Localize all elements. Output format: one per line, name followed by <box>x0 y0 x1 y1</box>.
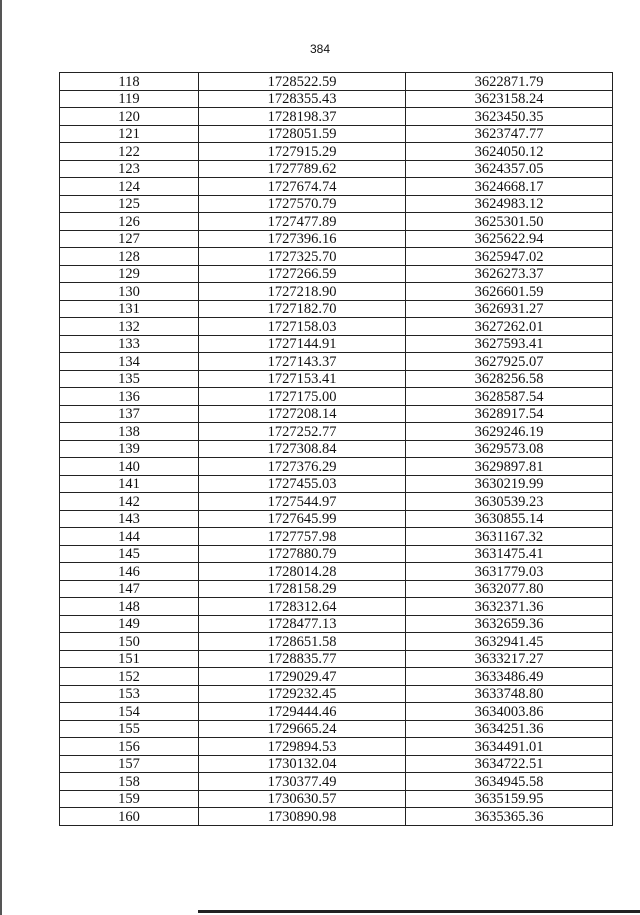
point-number-cell: 128 <box>60 248 199 266</box>
y-coordinate-cell: 3634491.01 <box>406 738 613 756</box>
point-number-cell: 120 <box>60 108 199 126</box>
table-row <box>60 790 613 808</box>
y-coordinate-cell: 3628256.58 <box>406 370 613 388</box>
table-row <box>60 283 613 301</box>
x-coordinate-cell: 1727143.37 <box>199 353 406 371</box>
y-coordinate-cell: 3629246.19 <box>406 423 613 441</box>
table-row <box>60 213 613 231</box>
y-coordinate-cell: 3635365.36 <box>406 808 613 826</box>
point-number-cell: 149 <box>60 615 199 633</box>
x-coordinate-cell: 1727376.29 <box>199 458 406 476</box>
point-number-cell: 121 <box>60 125 199 143</box>
point-number-cell: 134 <box>60 353 199 371</box>
y-coordinate-cell: 3625947.02 <box>406 248 613 266</box>
x-coordinate-cell: 1727252.77 <box>199 423 406 441</box>
table-row <box>60 458 613 476</box>
x-coordinate-cell: 1728312.64 <box>199 598 406 616</box>
x-coordinate-cell: 1727175.00 <box>199 388 406 406</box>
y-coordinate-cell: 3634251.36 <box>406 720 613 738</box>
point-number-cell: 159 <box>60 790 199 808</box>
table-row <box>60 73 613 91</box>
point-number-cell: 143 <box>60 510 199 528</box>
table-row <box>60 300 613 318</box>
x-coordinate-cell: 1727182.70 <box>199 300 406 318</box>
y-coordinate-cell: 3626601.59 <box>406 283 613 301</box>
point-number-cell: 137 <box>60 405 199 423</box>
y-coordinate-cell: 3632941.45 <box>406 633 613 651</box>
y-coordinate-cell: 3631779.03 <box>406 563 613 581</box>
table-row <box>60 598 613 616</box>
x-coordinate-cell: 1727544.97 <box>199 493 406 511</box>
x-coordinate-cell: 1728477.13 <box>199 615 406 633</box>
y-coordinate-cell: 3624357.05 <box>406 160 613 178</box>
table-row <box>60 545 613 563</box>
point-number-cell: 154 <box>60 703 199 721</box>
y-coordinate-cell: 3632077.80 <box>406 580 613 598</box>
table-row <box>60 265 613 283</box>
x-coordinate-cell: 1727455.03 <box>199 475 406 493</box>
y-coordinate-cell: 3633486.49 <box>406 668 613 686</box>
y-coordinate-cell: 3633217.27 <box>406 650 613 668</box>
point-number-cell: 157 <box>60 755 199 773</box>
x-coordinate-cell: 1730890.98 <box>199 808 406 826</box>
point-number-cell: 125 <box>60 195 199 213</box>
x-coordinate-cell: 1728051.59 <box>199 125 406 143</box>
point-number-cell: 139 <box>60 440 199 458</box>
table-row <box>60 703 613 721</box>
y-coordinate-cell: 3630855.14 <box>406 510 613 528</box>
table-row <box>60 405 613 423</box>
y-coordinate-cell: 3624050.12 <box>406 143 613 161</box>
x-coordinate-cell: 1727325.70 <box>199 248 406 266</box>
x-coordinate-cell: 1727266.59 <box>199 265 406 283</box>
table-row <box>60 528 613 546</box>
page-number: 384 <box>309 42 331 56</box>
table-row <box>60 615 613 633</box>
coordinates-table <box>59 72 613 826</box>
point-number-cell: 145 <box>60 545 199 563</box>
table-row <box>60 650 613 668</box>
y-coordinate-cell: 3634945.58 <box>406 773 613 791</box>
y-coordinate-cell: 3629897.81 <box>406 458 613 476</box>
table-row <box>60 125 613 143</box>
point-number-cell: 131 <box>60 300 199 318</box>
point-number-cell: 124 <box>60 178 199 196</box>
y-coordinate-cell: 3623158.24 <box>406 90 613 108</box>
x-coordinate-cell: 1728158.29 <box>199 580 406 598</box>
table-row <box>60 195 613 213</box>
y-coordinate-cell: 3630219.99 <box>406 475 613 493</box>
point-number-cell: 129 <box>60 265 199 283</box>
x-coordinate-cell: 1727477.89 <box>199 213 406 231</box>
point-number-cell: 146 <box>60 563 199 581</box>
y-coordinate-cell: 3624983.12 <box>406 195 613 213</box>
point-number-cell: 142 <box>60 493 199 511</box>
y-coordinate-cell: 3633748.80 <box>406 685 613 703</box>
table-row <box>60 510 613 528</box>
table-row <box>60 143 613 161</box>
point-number-cell: 135 <box>60 370 199 388</box>
table-row <box>60 335 613 353</box>
scan-bottom-edge <box>198 910 640 913</box>
x-coordinate-cell: 1727674.74 <box>199 178 406 196</box>
y-coordinate-cell: 3623747.77 <box>406 125 613 143</box>
table-row <box>60 388 613 406</box>
x-coordinate-cell: 1727158.03 <box>199 318 406 336</box>
x-coordinate-cell: 1727308.84 <box>199 440 406 458</box>
table-row <box>60 90 613 108</box>
table-row <box>60 738 613 756</box>
x-coordinate-cell: 1727880.79 <box>199 545 406 563</box>
table-row <box>60 685 613 703</box>
point-number-cell: 126 <box>60 213 199 231</box>
y-coordinate-cell: 3629573.08 <box>406 440 613 458</box>
point-number-cell: 150 <box>60 633 199 651</box>
point-number-cell: 144 <box>60 528 199 546</box>
table-row <box>60 755 613 773</box>
point-number-cell: 133 <box>60 335 199 353</box>
y-coordinate-cell: 3628587.54 <box>406 388 613 406</box>
table-row <box>60 493 613 511</box>
table-row <box>60 353 613 371</box>
x-coordinate-cell: 1728522.59 <box>199 73 406 91</box>
y-coordinate-cell: 3627925.07 <box>406 353 613 371</box>
x-coordinate-cell: 1729232.45 <box>199 685 406 703</box>
point-number-cell: 155 <box>60 720 199 738</box>
table-row <box>60 633 613 651</box>
x-coordinate-cell: 1729444.46 <box>199 703 406 721</box>
x-coordinate-cell: 1728835.77 <box>199 650 406 668</box>
table-row <box>60 423 613 441</box>
table-row <box>60 108 613 126</box>
point-number-cell: 158 <box>60 773 199 791</box>
table-row <box>60 720 613 738</box>
x-coordinate-cell: 1727789.62 <box>199 160 406 178</box>
point-number-cell: 151 <box>60 650 199 668</box>
point-number-cell: 138 <box>60 423 199 441</box>
table-row <box>60 370 613 388</box>
table-row <box>60 773 613 791</box>
x-coordinate-cell: 1730377.49 <box>199 773 406 791</box>
y-coordinate-cell: 3632371.36 <box>406 598 613 616</box>
point-number-cell: 156 <box>60 738 199 756</box>
point-number-cell: 127 <box>60 230 199 248</box>
x-coordinate-cell: 1728651.58 <box>199 633 406 651</box>
y-coordinate-cell: 3634722.51 <box>406 755 613 773</box>
x-coordinate-cell: 1727757.98 <box>199 528 406 546</box>
y-coordinate-cell: 3631167.32 <box>406 528 613 546</box>
x-coordinate-cell: 1729029.47 <box>199 668 406 686</box>
y-coordinate-cell: 3625301.50 <box>406 213 613 231</box>
y-coordinate-cell: 3630539.23 <box>406 493 613 511</box>
table-row <box>60 178 613 196</box>
point-number-cell: 123 <box>60 160 199 178</box>
table-row <box>60 563 613 581</box>
y-coordinate-cell: 3626931.27 <box>406 300 613 318</box>
y-coordinate-cell: 3624668.17 <box>406 178 613 196</box>
y-coordinate-cell: 3634003.86 <box>406 703 613 721</box>
x-coordinate-cell: 1727645.99 <box>199 510 406 528</box>
table-row <box>60 475 613 493</box>
x-coordinate-cell: 1727570.79 <box>199 195 406 213</box>
x-coordinate-cell: 1727208.14 <box>199 405 406 423</box>
point-number-cell: 136 <box>60 388 199 406</box>
table-row <box>60 248 613 266</box>
y-coordinate-cell: 3635159.95 <box>406 790 613 808</box>
table-row <box>60 230 613 248</box>
point-number-cell: 160 <box>60 808 199 826</box>
x-coordinate-cell: 1727218.90 <box>199 283 406 301</box>
table-row <box>60 160 613 178</box>
x-coordinate-cell: 1728198.37 <box>199 108 406 126</box>
scan-left-edge <box>0 0 2 915</box>
table-row <box>60 668 613 686</box>
x-coordinate-cell: 1727915.29 <box>199 143 406 161</box>
y-coordinate-cell: 3627593.41 <box>406 335 613 353</box>
y-coordinate-cell: 3625622.94 <box>406 230 613 248</box>
y-coordinate-cell: 3632659.36 <box>406 615 613 633</box>
y-coordinate-cell: 3631475.41 <box>406 545 613 563</box>
point-number-cell: 130 <box>60 283 199 301</box>
x-coordinate-cell: 1727144.91 <box>199 335 406 353</box>
point-number-cell: 118 <box>60 73 199 91</box>
point-number-cell: 148 <box>60 598 199 616</box>
y-coordinate-cell: 3628917.54 <box>406 405 613 423</box>
y-coordinate-cell: 3627262.01 <box>406 318 613 336</box>
point-number-cell: 132 <box>60 318 199 336</box>
table-row <box>60 580 613 598</box>
x-coordinate-cell: 1729894.53 <box>199 738 406 756</box>
point-number-cell: 122 <box>60 143 199 161</box>
table-row <box>60 318 613 336</box>
point-number-cell: 141 <box>60 475 199 493</box>
x-coordinate-cell: 1728014.28 <box>199 563 406 581</box>
table-row <box>60 440 613 458</box>
y-coordinate-cell: 3626273.37 <box>406 265 613 283</box>
point-number-cell: 153 <box>60 685 199 703</box>
y-coordinate-cell: 3623450.35 <box>406 108 613 126</box>
point-number-cell: 140 <box>60 458 199 476</box>
y-coordinate-cell: 3622871.79 <box>406 73 613 91</box>
x-coordinate-cell: 1727396.16 <box>199 230 406 248</box>
x-coordinate-cell: 1730630.57 <box>199 790 406 808</box>
x-coordinate-cell: 1727153.41 <box>199 370 406 388</box>
x-coordinate-cell: 1729665.24 <box>199 720 406 738</box>
point-number-cell: 119 <box>60 90 199 108</box>
table-row <box>60 808 613 826</box>
x-coordinate-cell: 1730132.04 <box>199 755 406 773</box>
x-coordinate-cell: 1728355.43 <box>199 90 406 108</box>
point-number-cell: 147 <box>60 580 199 598</box>
coordinates-table-body <box>60 73 613 826</box>
point-number-cell: 152 <box>60 668 199 686</box>
